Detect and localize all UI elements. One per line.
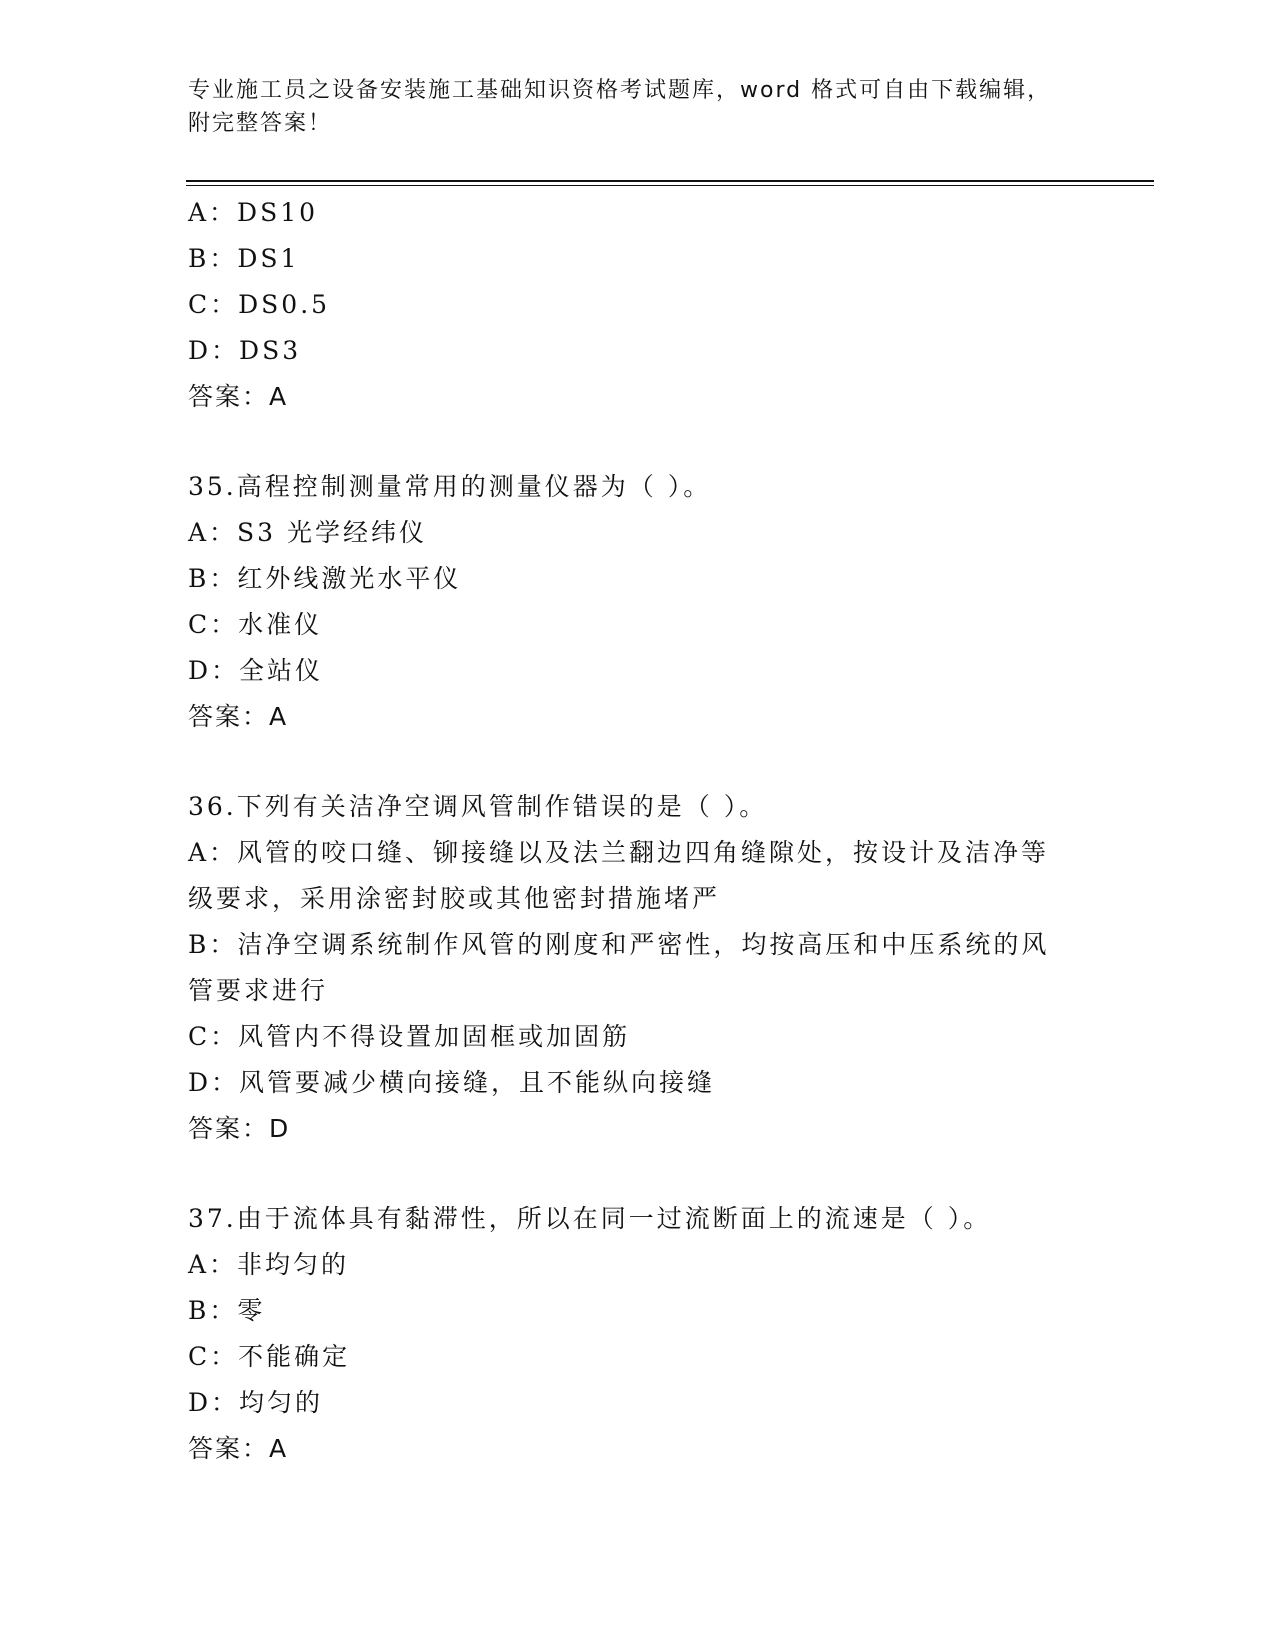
q35-question: 35.高程控制测量常用的测量仪器为（ ）。 bbox=[188, 472, 712, 501]
q34-option-a: A：DS10 bbox=[188, 198, 319, 227]
question-34 bbox=[188, 190, 1088, 420]
document-header bbox=[188, 74, 1068, 140]
q34-answer: 答案：A bbox=[188, 382, 289, 411]
q37-option-a: A：非均匀的 bbox=[188, 1250, 350, 1279]
header-divider-thin bbox=[186, 185, 1154, 186]
question-list bbox=[188, 190, 1088, 1472]
q36-option-d: D：风管要减少横向接缝，且不能纵向接缝 bbox=[188, 1068, 716, 1097]
q36-option-b: B：洁净空调系统制作风管的刚度和严密性，均按高压和中压系统的风管要求进行 bbox=[188, 930, 1050, 1005]
q36-answer: 答案：D bbox=[188, 1114, 291, 1143]
q37-option-b: B：零 bbox=[188, 1296, 266, 1325]
q37-question: 37.由于流体具有黏滞性，所以在同一过流断面上的流速是（ ）。 bbox=[188, 1204, 992, 1233]
header-title-line-2: 附完整答案！ bbox=[188, 111, 333, 136]
q36-option-c: C：风管内不得设置加固框或加固筋 bbox=[188, 1022, 631, 1051]
header-title-line-1: 专业施工员之设备安装施工基础知识资格考试题库，word 格式可自由下载编辑， bbox=[188, 78, 1052, 103]
q35-answer: 答案：A bbox=[188, 702, 289, 731]
header-divider-thick bbox=[186, 180, 1154, 182]
q37-option-d: D：均匀的 bbox=[188, 1388, 324, 1417]
q35-option-d: D：全站仪 bbox=[188, 656, 324, 685]
spacer bbox=[188, 740, 1088, 784]
q37-option-c: C：不能确定 bbox=[188, 1342, 351, 1371]
q36-question: 36.下列有关洁净空调风管制作错误的是（ ）。 bbox=[188, 792, 768, 821]
q34-option-c: C：DS0.5 bbox=[188, 290, 331, 319]
spacer bbox=[188, 420, 1088, 464]
q35-option-c: C：水准仪 bbox=[188, 610, 323, 639]
question-36 bbox=[188, 784, 1088, 1152]
question-37 bbox=[188, 1196, 1088, 1472]
q35-option-a: A：S3 光学经纬仪 bbox=[188, 518, 428, 547]
question-35 bbox=[188, 464, 1088, 740]
q36-option-a: A：风管的咬口缝、铆接缝以及法兰翻边四角缝隙处，按设计及洁净等级要求，采用涂密封胶或其他密封措施堵严 bbox=[188, 838, 1050, 913]
spacer bbox=[188, 1152, 1088, 1196]
q34-option-b: B：DS1 bbox=[188, 244, 300, 273]
q34-option-d: D：DS3 bbox=[188, 336, 302, 365]
q35-option-b: B：红外线激光水平仪 bbox=[188, 564, 462, 593]
q37-answer: 答案：A bbox=[188, 1434, 289, 1463]
